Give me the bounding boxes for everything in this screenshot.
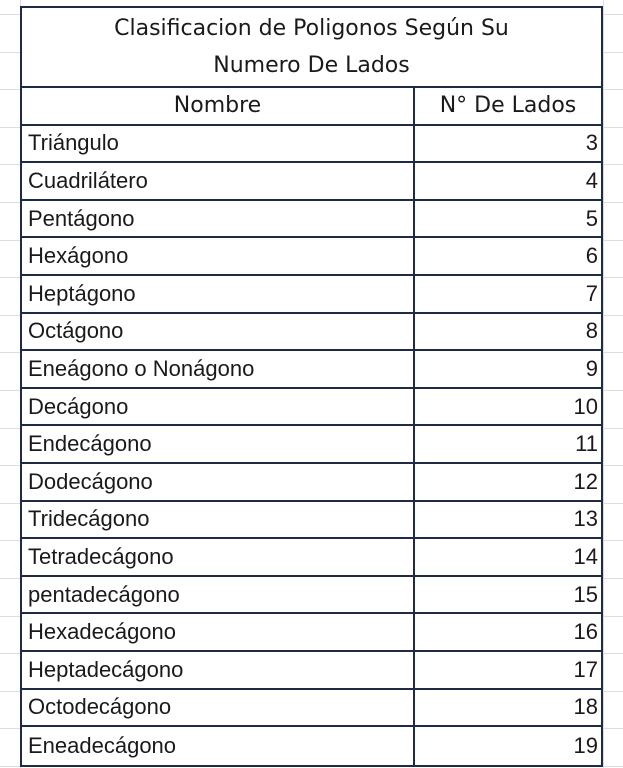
polygon-name-cell[interactable]: Cuadrilátero xyxy=(22,163,415,199)
table-row xyxy=(22,163,601,201)
header-name-cell[interactable]: Nombre xyxy=(22,88,415,124)
sides-count-cell[interactable]: 18 xyxy=(573,694,598,720)
sides-count-cell[interactable]: 6 xyxy=(585,243,598,269)
sides-count-cell[interactable]: 5 xyxy=(585,205,598,231)
table-header-row xyxy=(22,88,601,126)
table-row xyxy=(22,426,601,464)
polygon-table xyxy=(20,6,603,767)
sides-count-cell[interactable]: 3 xyxy=(585,130,598,156)
polygon-name-cell[interactable]: pentadecágono xyxy=(22,577,415,613)
table-row xyxy=(22,126,601,164)
sides-count-cell[interactable]: 16 xyxy=(573,619,598,645)
table-title-line1: Clasificacion de Poligonos Según Su xyxy=(114,16,509,41)
polygon-name-cell[interactable]: Decágono xyxy=(22,389,415,425)
header-sides-cell[interactable]: N° De Lados xyxy=(439,93,577,119)
table-row xyxy=(22,464,601,502)
polygon-name-cell[interactable]: Hexágono xyxy=(22,238,415,274)
polygon-name-cell[interactable]: Eneadecágono xyxy=(22,727,415,765)
sides-count-cell[interactable]: 15 xyxy=(573,581,598,607)
table-row xyxy=(22,727,601,765)
polygon-name-cell[interactable]: Eneágono o Nonágono xyxy=(22,351,415,387)
sides-count-cell[interactable]: 13 xyxy=(573,506,598,532)
sides-count-cell[interactable]: 10 xyxy=(573,393,598,419)
polygon-name-cell[interactable]: Hexadecágono xyxy=(22,614,415,650)
sides-count-cell[interactable]: 8 xyxy=(585,318,598,344)
table-row xyxy=(22,314,601,352)
polygon-name-cell[interactable]: Octágono xyxy=(22,314,415,350)
table-row xyxy=(22,690,601,728)
sides-count-cell[interactable]: 12 xyxy=(573,468,598,494)
polygon-name-cell[interactable]: Tridecágono xyxy=(22,502,415,538)
table-body xyxy=(22,126,601,765)
table-row xyxy=(22,276,601,314)
sides-count-cell[interactable]: 7 xyxy=(585,280,598,306)
sides-count-cell[interactable]: 17 xyxy=(573,656,598,682)
table-row xyxy=(22,201,601,239)
table-row xyxy=(22,652,601,690)
polygon-name-cell[interactable]: Octodecágono xyxy=(22,690,415,726)
polygon-name-cell[interactable]: Tetradecágono xyxy=(22,539,415,575)
polygon-name-cell[interactable]: Heptágono xyxy=(22,276,415,312)
polygon-name-cell[interactable]: Heptadecágono xyxy=(22,652,415,688)
table-row xyxy=(22,577,601,615)
polygon-name-cell[interactable]: Triángulo xyxy=(22,126,415,162)
table-row xyxy=(22,614,601,652)
table-row xyxy=(22,539,601,577)
table-row xyxy=(22,238,601,276)
table-row xyxy=(22,389,601,427)
sides-count-cell[interactable]: 9 xyxy=(585,355,598,381)
sides-count-cell[interactable]: 19 xyxy=(573,732,598,758)
table-row xyxy=(22,351,601,389)
polygon-name-cell[interactable]: Endecágono xyxy=(22,426,415,462)
table-title[interactable] xyxy=(22,8,601,88)
polygon-name-cell[interactable]: Dodecágono xyxy=(22,464,415,500)
sides-count-cell[interactable]: 4 xyxy=(585,167,598,193)
sides-count-cell[interactable]: 14 xyxy=(573,543,598,569)
polygon-name-cell[interactable]: Pentágono xyxy=(22,201,415,237)
sides-count-cell[interactable]: 11 xyxy=(575,431,598,457)
table-row xyxy=(22,502,601,540)
table-title-line2: Numero De Lados xyxy=(213,53,410,78)
